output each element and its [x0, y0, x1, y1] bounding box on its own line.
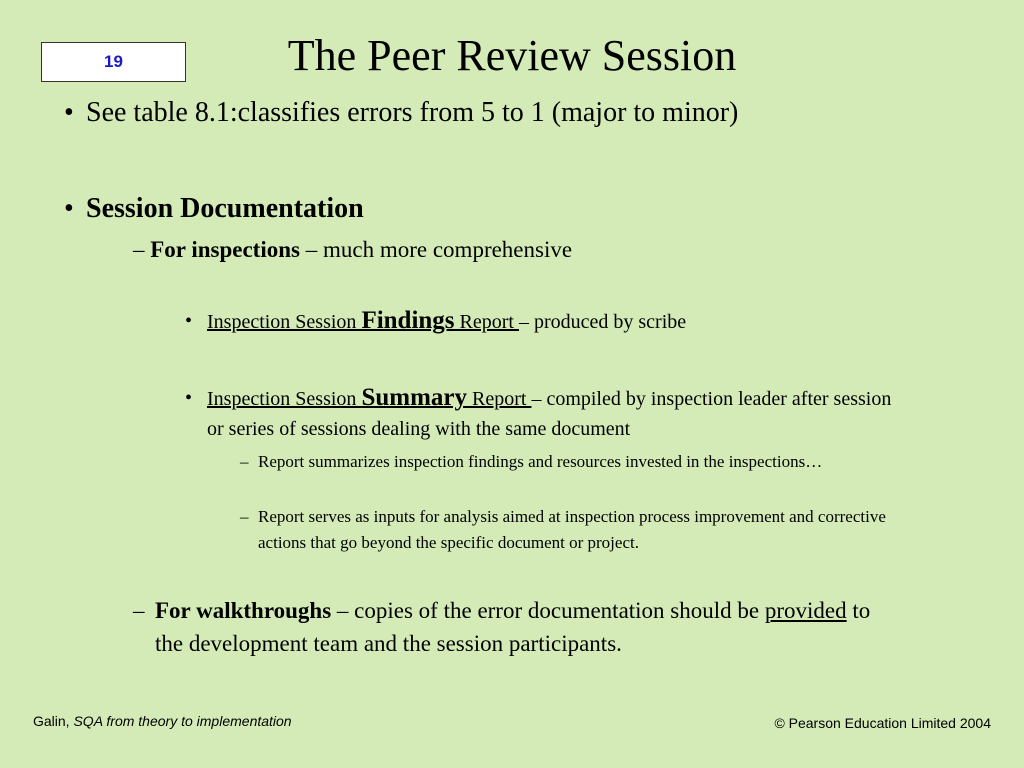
provided-word: provided — [764, 598, 847, 623]
item-text: – much more comprehensive — [299, 237, 573, 262]
dash-mark: – — [133, 237, 151, 262]
bullet-session-documentation — [64, 192, 364, 226]
item-findings-report — [185, 306, 905, 337]
footer-copyright: © Pearson Education Limited 2004 — [774, 715, 991, 731]
item-for-walkthroughs: – For walkthroughs – copies of the error documentation should be provided to the development team and the session participants. — [133, 594, 893, 660]
bullet-table-reference — [64, 96, 739, 130]
footer-source — [33, 713, 292, 729]
bullet-mark: • — [64, 193, 74, 224]
footer-author: Galin, — [33, 713, 74, 729]
dash-mark: – — [240, 507, 249, 526]
item-label: For walkthroughs — [155, 598, 332, 623]
summary-report-link: Inspection Session Summary Report — [207, 384, 532, 411]
footer-book: SQA from theory to implementation — [73, 713, 292, 729]
bullet-mark: • — [185, 310, 193, 332]
summary-report-desc: – compiled by inspection leader after session or series of sessions dealing with the same document — [207, 388, 892, 440]
item-label: For inspections — [150, 237, 300, 262]
dash-mark: – — [133, 598, 145, 623]
slide-title: The Peer Review Session — [287, 31, 737, 80]
sub-item-inputs — [240, 504, 920, 556]
item-summary-report — [185, 383, 905, 444]
findings-report-link: Inspection Session Findings Report — [207, 307, 519, 334]
dash-mark: – — [240, 452, 249, 471]
bullet-text: Session Documentation — [86, 193, 364, 224]
findings-report-desc: – produced by scribe — [518, 311, 687, 333]
sub-item-summarizes — [240, 449, 920, 475]
bullet-mark: • — [185, 387, 193, 409]
slide-number: 19 — [104, 52, 123, 71]
item-for-inspections — [133, 236, 572, 264]
bullet-mark: • — [64, 97, 74, 128]
sub-item-text: Report summarizes inspection findings and resources invested in the inspections… — [258, 452, 823, 471]
bullet-text: See table 8.1:classifies errors from 5 to 1 (major to minor) — [86, 97, 739, 128]
sub-item-text: Report serves as inputs for analysis aimed at inspection process improvement and corrective actions that go beyond the specific document or project. — [258, 507, 886, 552]
